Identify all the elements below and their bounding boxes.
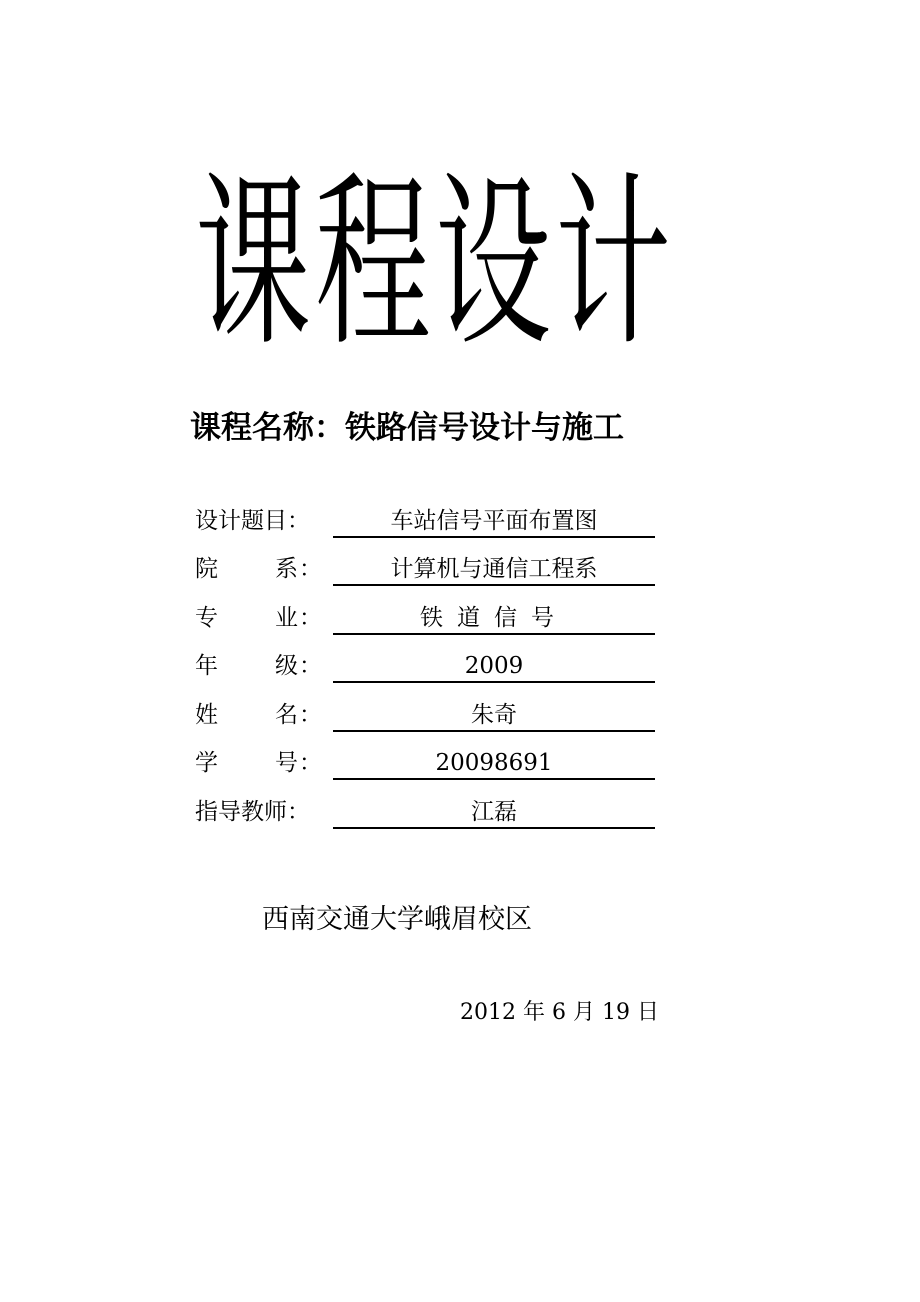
grade-label-char2: 级 xyxy=(275,653,298,679)
topic-label: 设计题目： xyxy=(195,508,310,534)
school-name: 西南交通大学峨眉校区 xyxy=(262,904,532,935)
major-label-char2: 业 xyxy=(275,605,298,631)
info-row-student-id xyxy=(195,742,660,782)
name-label xyxy=(195,700,330,730)
info-row-advisor xyxy=(195,791,660,831)
cover-title: 课程设计 xyxy=(195,156,675,373)
course-name-value: 铁路信号设计与施工 xyxy=(345,410,624,446)
student-id-label-char1: 学 xyxy=(195,750,218,776)
course-name-label: 课程名称： xyxy=(190,410,345,446)
advisor-value: 江磊 xyxy=(333,797,655,829)
major-label-char1: 专 xyxy=(195,605,218,631)
major-label xyxy=(195,603,330,633)
department-label-char2: 系 xyxy=(275,556,298,582)
major-label-colon: ： xyxy=(299,605,322,631)
course-name xyxy=(190,403,690,453)
grade-label xyxy=(195,651,330,681)
info-row-grade xyxy=(195,645,660,685)
name-label-char2: 名 xyxy=(275,702,298,728)
department-value: 计算机与通信工程系 xyxy=(333,554,655,586)
department-label-colon: ： xyxy=(299,556,322,582)
info-row-name xyxy=(195,694,660,734)
name-value: 朱奇 xyxy=(333,700,655,732)
advisor-label: 指导教师： xyxy=(195,799,310,825)
student-id-value: 20098691 xyxy=(333,748,655,780)
major-value: 铁道信号 xyxy=(333,603,655,635)
grade-label-char1: 年 xyxy=(195,653,218,679)
info-row-department xyxy=(195,548,660,588)
department-label xyxy=(195,554,330,584)
department-label-char1: 院 xyxy=(195,556,218,582)
info-row-topic xyxy=(195,500,660,540)
topic-value: 车站信号平面布置图 xyxy=(333,506,655,538)
grade-value: 2009 xyxy=(333,651,655,683)
info-row-major xyxy=(195,597,660,637)
student-id-label xyxy=(195,748,330,778)
student-id-label-char2: 号 xyxy=(275,750,298,776)
name-label-char1: 姓 xyxy=(195,702,218,728)
student-id-label-colon: ： xyxy=(299,750,322,776)
name-label-colon: ： xyxy=(299,702,322,728)
grade-label-colon: ： xyxy=(299,653,322,679)
date: 2012 年 6 月 19 日 xyxy=(460,1000,659,1025)
